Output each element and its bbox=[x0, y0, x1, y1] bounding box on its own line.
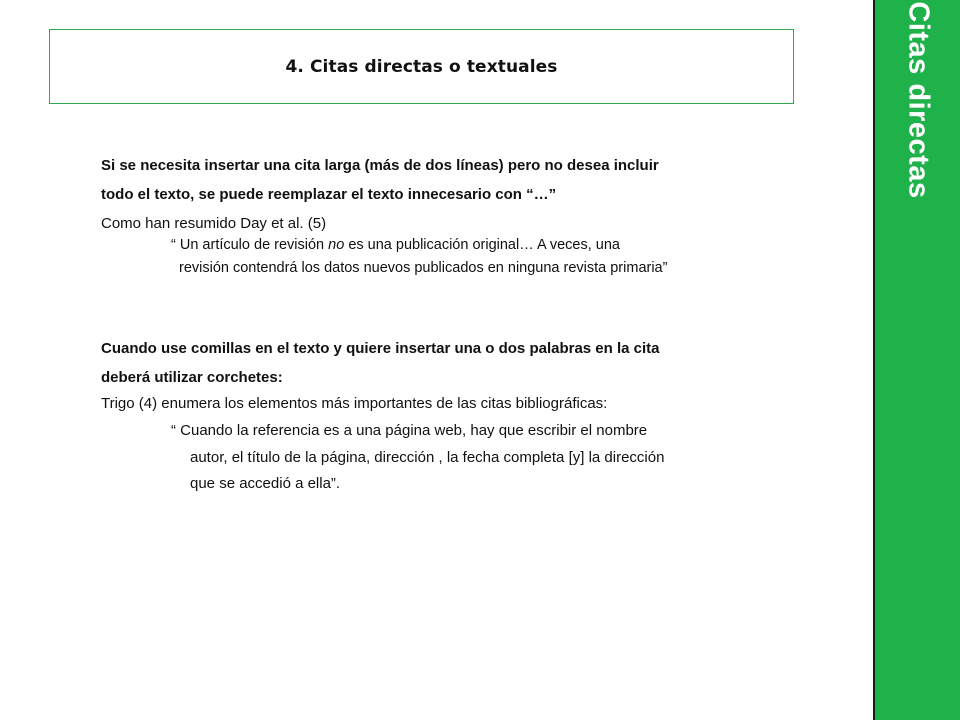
quote-text-pre: “ Un artículo de revisión bbox=[171, 237, 329, 253]
section1-bold-line1: Si se necesita insertar una cita larga (más de dos líneas) pero no desea incluir bbox=[101, 157, 659, 174]
quote-text-emphasis: no bbox=[328, 237, 345, 253]
side-label: Citas directas bbox=[902, 1, 934, 199]
section2-quote-line1: “ Cuando la referencia es a una página web, hay que escribir el nombre bbox=[171, 422, 648, 439]
section2-quote-line2: autor, el título de la página, dirección , la fecha completa [y] la dirección bbox=[190, 449, 665, 466]
title-box bbox=[49, 29, 794, 104]
section1-intro: Como han resumido Day et al. (5) bbox=[101, 215, 327, 232]
section2-intro: Trigo (4) enumera los elementos más importantes de las citas bibliográficas: bbox=[101, 395, 608, 412]
section2-quote-line3: que se accedió a ella”. bbox=[190, 475, 341, 492]
section1-quote-line1 bbox=[171, 237, 620, 253]
section1-quote-line2: revisión contendrá los datos nuevos publicados en ninguna revista primaria” bbox=[179, 260, 668, 276]
section2-bold-line2: deberá utilizar corchetes: bbox=[101, 369, 283, 386]
section2-bold-line1: Cuando use comillas en el texto y quiere insertar una o dos palabras en la cita bbox=[101, 340, 660, 357]
section1-bold-line2: todo el texto, se puede reemplazar el texto innecesario con “…” bbox=[101, 186, 557, 203]
slide-title: 4. Citas directas o textuales bbox=[285, 56, 558, 77]
side-bar bbox=[873, 0, 960, 720]
quote-text-post: es una publicación original… A veces, una bbox=[344, 237, 620, 253]
